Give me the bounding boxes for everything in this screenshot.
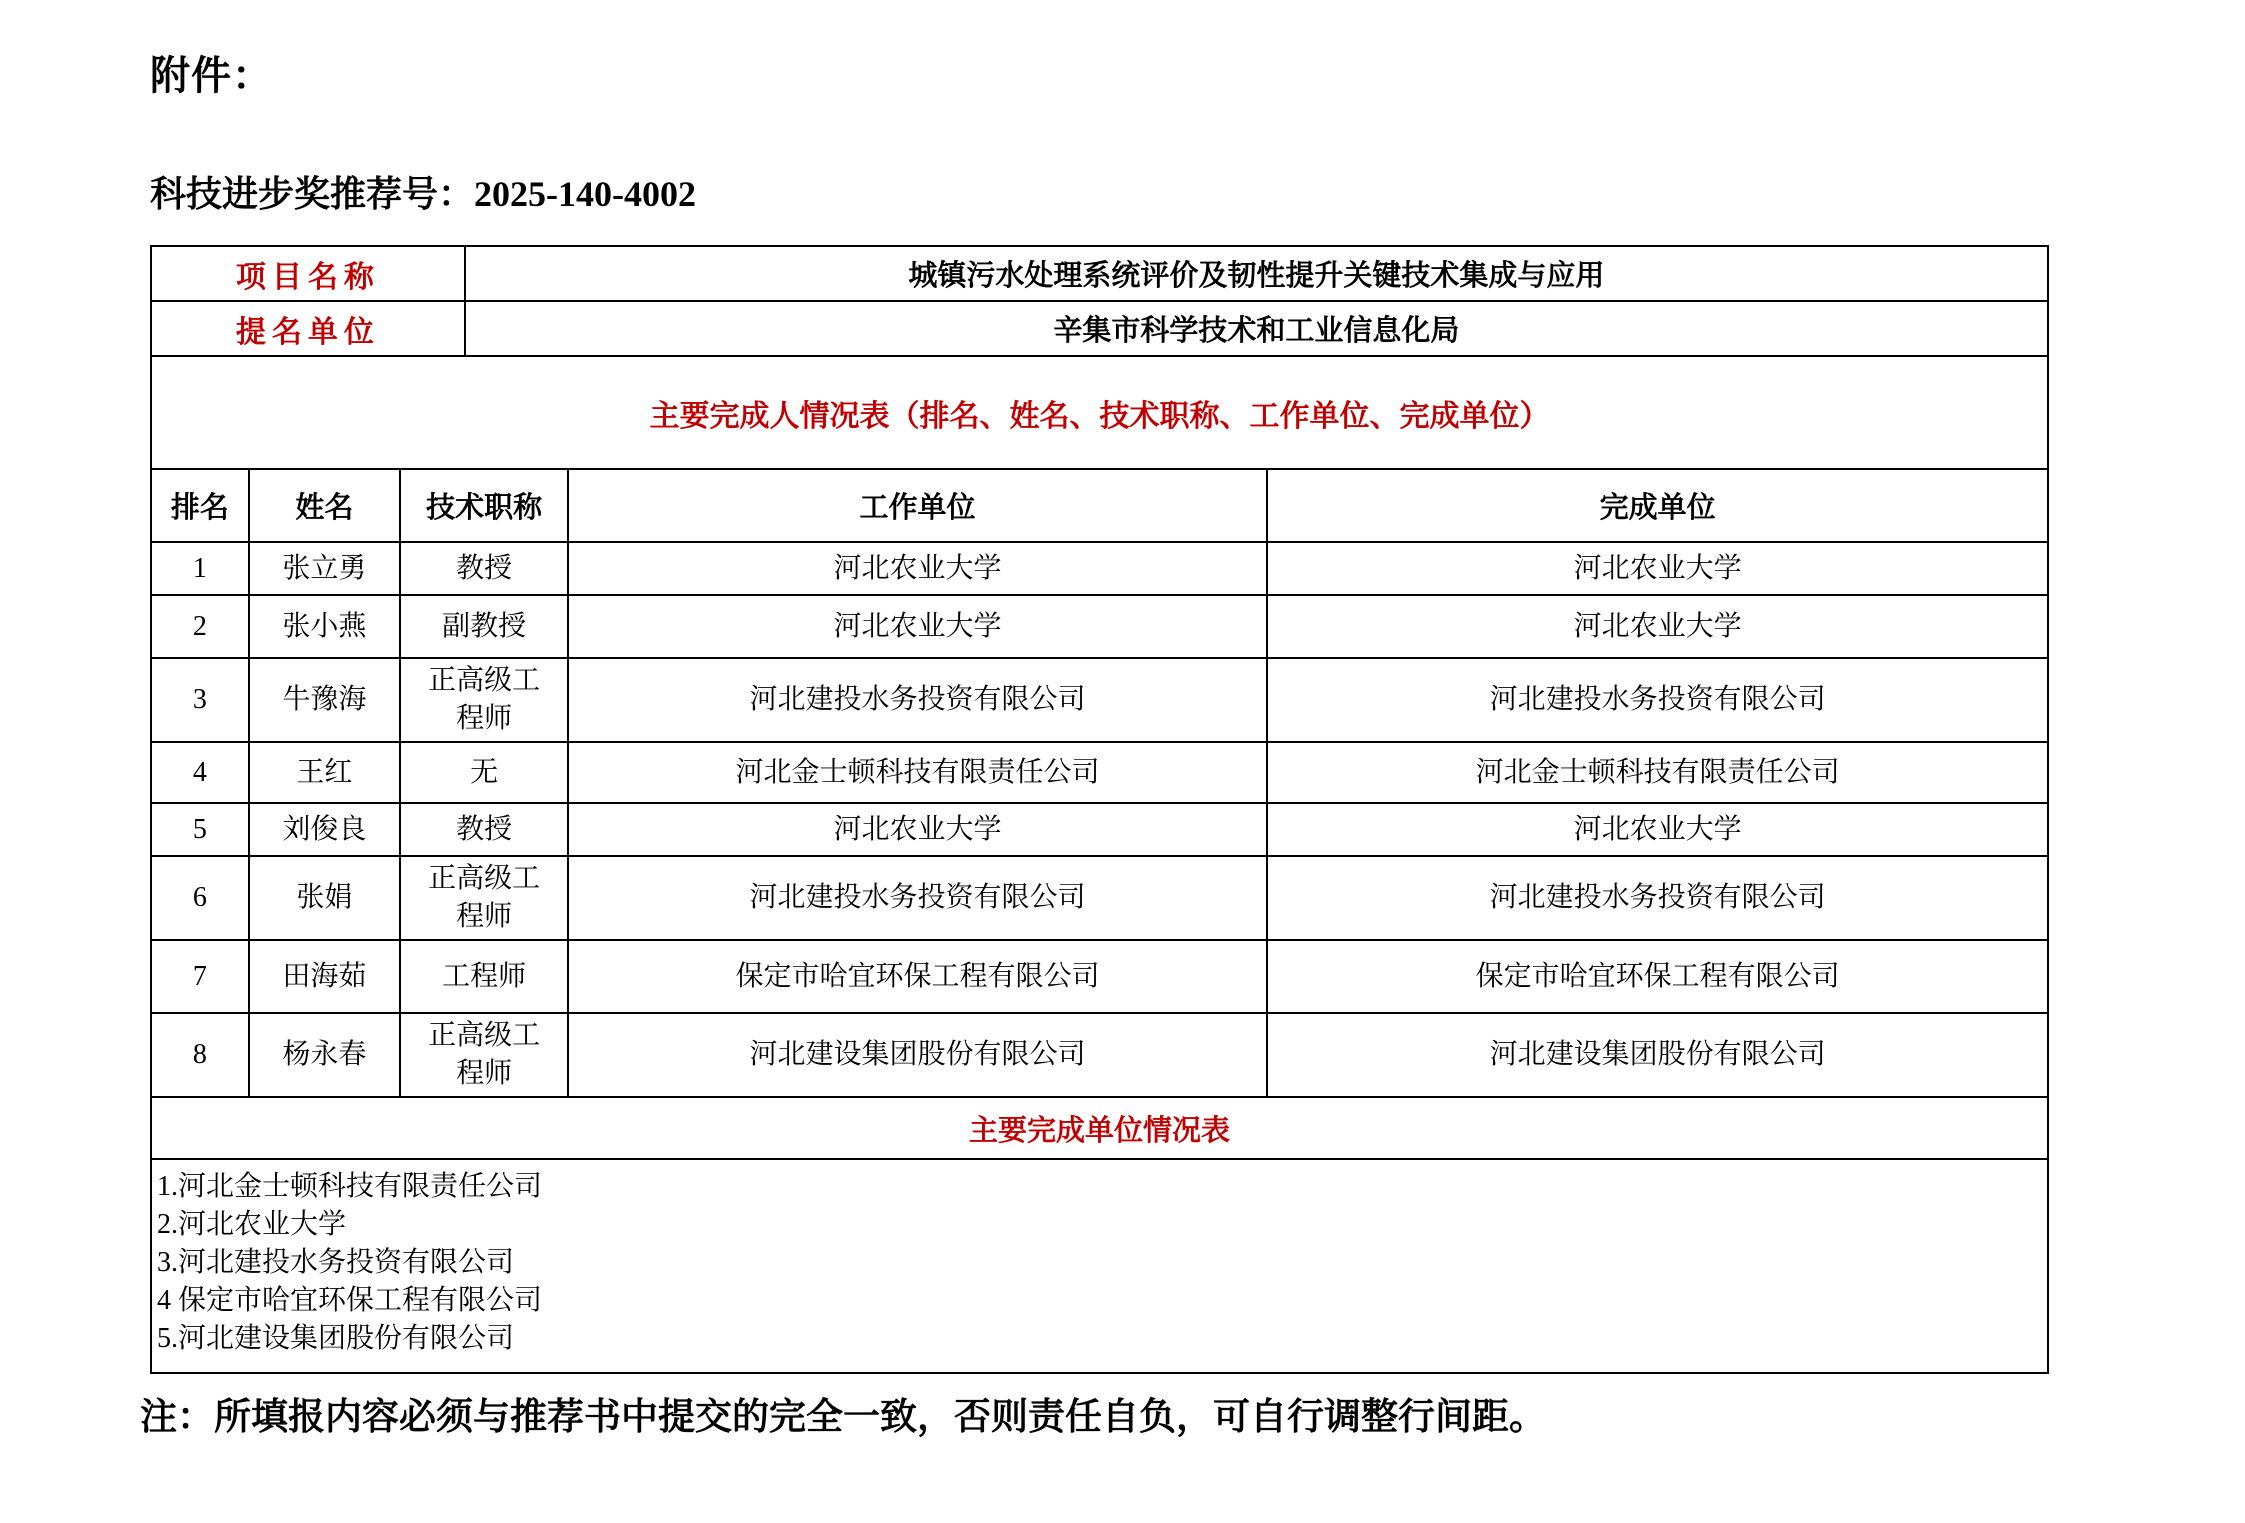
list-item: 1.河北金士顿科技有限责任公司 xyxy=(157,1171,543,1202)
table-row xyxy=(152,1013,2047,1097)
cell-completion-unit: 河北建设集团股份有限公司 xyxy=(1267,1013,2047,1097)
cell-work-unit: 河北建投水务投资有限公司 xyxy=(568,658,1267,742)
project-name-label: 项目名称 xyxy=(152,247,465,301)
cell-rank: 3 xyxy=(152,658,249,742)
list-item: 3.河北建投水务投资有限公司 xyxy=(157,1247,515,1278)
table-row xyxy=(152,595,2047,658)
cell-completion-unit: 河北建投水务投资有限公司 xyxy=(1267,856,2047,940)
completers-table-title: 主要完成人情况表（排名、姓名、技术职称、工作单位、完成单位） xyxy=(152,357,2047,470)
completers-table xyxy=(152,470,2047,1098)
header-completion-unit: 完成单位 xyxy=(1267,470,2047,542)
header-work-unit: 工作单位 xyxy=(568,470,1267,542)
units-table-title: 主要完成单位情况表 xyxy=(152,1098,2047,1160)
cell-work-unit: 河北建设集团股份有限公司 xyxy=(568,1013,1267,1097)
cell-completion-unit: 保定市哈宜环保工程有限公司 xyxy=(1267,940,2047,1013)
cell-name: 牛豫海 xyxy=(249,658,401,742)
cell-work-unit: 河北农业大学 xyxy=(568,542,1267,595)
cell-title: 教授 xyxy=(400,803,568,856)
nominating-unit-row xyxy=(152,301,2047,356)
cell-work-unit: 河北金士顿科技有限责任公司 xyxy=(568,742,1267,803)
cell-title: 副教授 xyxy=(400,595,568,658)
cell-work-unit: 保定市哈宜环保工程有限公司 xyxy=(568,940,1267,1013)
table-row xyxy=(152,803,2047,856)
cell-completion-unit: 河北建投水务投资有限公司 xyxy=(1267,658,2047,742)
cell-rank: 8 xyxy=(152,1013,249,1097)
cell-completion-unit: 河北农业大学 xyxy=(1267,595,2047,658)
cell-work-unit: 河北建投水务投资有限公司 xyxy=(568,856,1267,940)
cell-title: 教授 xyxy=(400,542,568,595)
project-name-row xyxy=(152,247,2047,301)
cell-rank: 1 xyxy=(152,542,249,595)
cell-rank: 7 xyxy=(152,940,249,1013)
cell-rank: 5 xyxy=(152,803,249,856)
header-rank: 排名 xyxy=(152,470,249,542)
cell-title: 无 xyxy=(400,742,568,803)
cell-name: 王红 xyxy=(249,742,401,803)
recommendation-number-value: 2025-140-4002 xyxy=(474,174,696,214)
cell-title: 工程师 xyxy=(400,940,568,1013)
list-item: 2.河北农业大学 xyxy=(157,1209,347,1240)
recommendation-number-line xyxy=(150,172,696,216)
units-list xyxy=(152,1160,2047,1372)
attachment-heading: 附件： xyxy=(150,53,273,99)
completers-header-row xyxy=(152,470,2047,542)
project-name-value: 城镇污水处理系统评价及韧性提升关键技术集成与应用 xyxy=(465,247,2047,301)
cell-work-unit: 河北农业大学 xyxy=(568,595,1267,658)
footnote: 注：所填报内容必须与推荐书中提交的完全一致，否则责任自负，可自行调整行间距。 xyxy=(140,1397,1546,1438)
cell-rank: 6 xyxy=(152,856,249,940)
table-row xyxy=(152,658,2047,742)
cell-completion-unit: 河北农业大学 xyxy=(1267,542,2047,595)
cell-work-unit: 河北农业大学 xyxy=(568,803,1267,856)
nominating-unit-value: 辛集市科学技术和工业信息化局 xyxy=(465,301,2047,356)
recommendation-number-label: 科技进步奖推荐号： xyxy=(150,174,475,214)
header-name: 姓名 xyxy=(249,470,401,542)
cell-name: 张小燕 xyxy=(249,595,401,658)
header-title: 技术职称 xyxy=(400,470,568,542)
cell-name: 田海茹 xyxy=(249,940,401,1013)
table-row xyxy=(152,940,2047,1013)
cell-completion-unit: 河北农业大学 xyxy=(1267,803,2047,856)
cell-name: 张娟 xyxy=(249,856,401,940)
table-row xyxy=(152,742,2047,803)
project-info-table xyxy=(152,247,2047,357)
cell-name: 张立勇 xyxy=(249,542,401,595)
cell-rank: 2 xyxy=(152,595,249,658)
cell-completion-unit: 河北金士顿科技有限责任公司 xyxy=(1267,742,2047,803)
table-row xyxy=(152,856,2047,940)
list-item: 5.河北建设集团股份有限公司 xyxy=(157,1323,515,1354)
cell-title: 正高级工程师 xyxy=(400,658,568,742)
cell-name: 杨永春 xyxy=(249,1013,401,1097)
cell-title: 正高级工程师 xyxy=(400,1013,568,1097)
cell-name: 刘俊良 xyxy=(249,803,401,856)
list-item: 4 保定市哈宜环保工程有限公司 xyxy=(157,1285,543,1316)
table-row xyxy=(152,542,2047,595)
cell-title: 正高级工程师 xyxy=(400,856,568,940)
nominating-unit-label: 提名单位 xyxy=(152,301,465,356)
award-recommendation-table xyxy=(150,245,2049,1374)
cell-rank: 4 xyxy=(152,742,249,803)
